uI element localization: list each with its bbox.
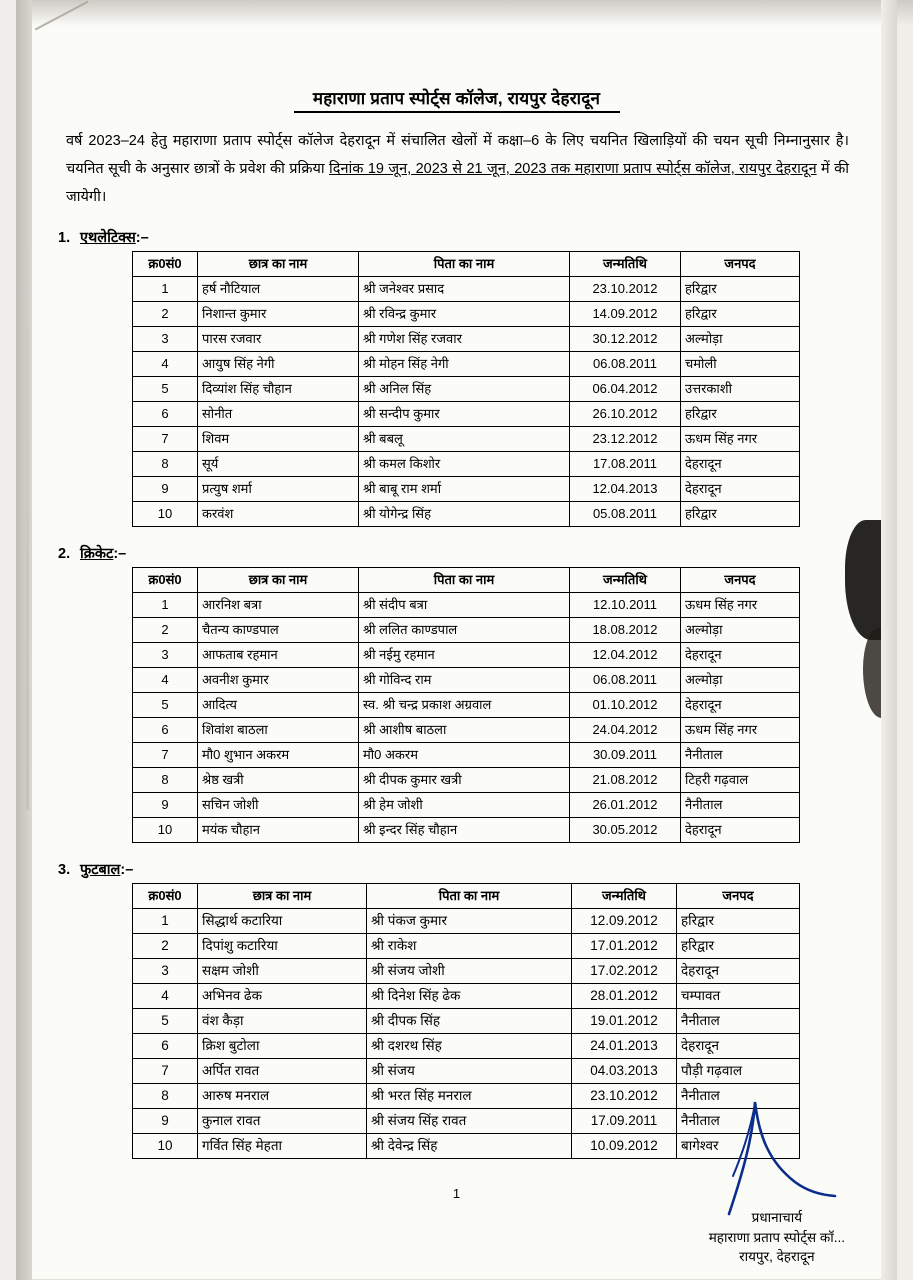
cell-father-name: मौ0 अकरम [359,743,570,768]
table-row [133,793,800,818]
column-header-dob: जन्मतिथि [570,252,681,277]
cell-dob: 10.09.2012 [572,1134,677,1159]
cell-sno: 3 [133,643,198,668]
page-number: 1 [452,1186,461,1201]
cell-district: नैनीताल [681,743,800,768]
cell-sno: 1 [133,277,198,302]
cell-district: पौड़ी गढ़वाल [677,1059,800,1084]
cell-student-name: आरनिश बत्रा [198,593,359,618]
cell-father-name: श्री गोविन्द राम [359,668,570,693]
cell-student-name: क्रिश बुटोला [198,1034,367,1059]
column-header-sno: क्र0सं0 [133,568,198,593]
cell-student-name: दिव्यांश सिंह चौहान [198,377,359,402]
table-row [133,402,800,427]
cell-sno: 8 [133,768,198,793]
table-row [133,984,800,1009]
cell-father-name: श्री दिनेश सिंह ढेक [367,984,572,1009]
cell-dob: 24.01.2013 [572,1034,677,1059]
cell-sno: 8 [133,1084,198,1109]
cell-father-name: श्री संजय [367,1059,572,1084]
column-header-father-name: पिता का नाम [359,252,570,277]
cell-father-name: श्री अनिल सिंह [359,377,570,402]
cell-student-name: आयुष सिंह नेगी [198,352,359,377]
cell-dob: 04.03.2013 [572,1059,677,1084]
cell-district: उत्तरकाशी [681,377,800,402]
cell-sno: 9 [133,477,198,502]
table-row [133,1084,800,1109]
section-number-3: 3. [58,862,71,879]
cell-student-name: आरुष मनराल [198,1084,367,1109]
table-row [133,377,800,402]
cell-dob: 24.04.2012 [570,718,681,743]
cell-father-name: श्री दशरथ सिंह [367,1034,572,1059]
cell-district: अल्मोड़ा [681,668,800,693]
cell-district: नैनीताल [677,1084,800,1109]
cell-district: नैनीताल [681,793,800,818]
section-heading-football [58,859,897,879]
column-header-dob: जन्मतिथि [572,884,677,909]
cell-student-name: सिद्धार्थ कटारिया [198,909,367,934]
cell-dob: 21.08.2012 [570,768,681,793]
table-row [133,768,800,793]
cell-dob: 23.10.2012 [572,1084,677,1109]
cell-father-name: श्री हेम जोशी [359,793,570,818]
cell-district: चम्पावत [677,984,800,1009]
cell-student-name: शिवांश बाठला [198,718,359,743]
cell-father-name: श्री गणेश सिंह रजवार [359,327,570,352]
cell-father-name: श्री बबलू [359,427,570,452]
cell-sno: 1 [133,909,198,934]
table-row [133,934,800,959]
cell-dob: 06.08.2011 [570,668,681,693]
cell-district: टिहरी गढ़वाल [681,768,800,793]
cell-dob: 17.08.2011 [570,452,681,477]
table-row [133,643,800,668]
title-underline [294,111,620,113]
cell-student-name: दिपांशु कटारिया [198,934,367,959]
cell-student-name: सक्षम जोशी [198,959,367,984]
section-suffix-2: :– [113,546,127,563]
cell-dob: 17.09.2011 [572,1109,677,1134]
signature-institution: महाराणा प्रताप स्पोर्ट्स कॉ... [708,1229,845,1245]
section-name-2: क्रिकेट [80,546,114,563]
cell-sno: 7 [133,427,198,452]
cell-dob: 12.09.2012 [572,909,677,934]
table-row [133,477,800,502]
cell-student-name: शिवम [198,427,359,452]
table-row [133,1134,800,1159]
page-title: महाराणा प्रताप स्पोर्ट्स कॉलेज, रायपुर देहरादून [312,89,601,108]
column-header-district: जनपद [681,568,800,593]
cell-dob: 01.10.2012 [570,693,681,718]
cell-student-name: सूर्य [198,452,359,477]
cell-dob: 18.08.2012 [570,618,681,643]
cell-dob: 28.01.2012 [572,984,677,1009]
cell-father-name: श्री राकेश [367,934,572,959]
cell-father-name: श्री भरत सिंह मनराल [367,1084,572,1109]
column-header-district: जनपद [681,252,800,277]
section-number-1: 1. [58,230,71,247]
cell-dob: 30.05.2012 [570,818,681,843]
cell-sno: 9 [133,1109,198,1134]
cell-student-name: आफताब रहमान [198,643,359,668]
cell-dob: 05.08.2011 [570,502,681,527]
cell-district: देहरादून [681,452,800,477]
table-row [133,1059,800,1084]
cell-sno: 2 [133,934,198,959]
cell-dob: 26.10.2012 [570,402,681,427]
cell-dob: 17.02.2012 [572,959,677,984]
table-header-row [133,252,800,277]
table-football [132,883,800,1159]
cell-dob: 06.04.2012 [570,377,681,402]
cell-sno: 6 [133,718,198,743]
intro-paragraph-part2: में की जायेगी। [66,160,849,206]
cell-sno: 4 [133,668,198,693]
cell-student-name: अभिनव ढेक [198,984,367,1009]
cell-student-name: मयंक चौहान [198,818,359,843]
table-row [133,668,800,693]
column-header-sno: क्र0सं0 [133,252,198,277]
cell-father-name: श्री देवेन्द्र सिंह [367,1134,572,1159]
cell-sno: 2 [133,302,198,327]
table-row [133,693,800,718]
cell-father-name: श्री दीपक सिंह [367,1009,572,1034]
cell-father-name: श्री नईमु रहमान [359,643,570,668]
table-row [133,352,800,377]
table-row [133,718,800,743]
cell-sno: 10 [133,1134,198,1159]
table-row [133,743,800,768]
cell-district: देहरादून [681,693,800,718]
cell-dob: 06.08.2011 [570,352,681,377]
table-row [133,909,800,934]
cell-district: नैनीताल [677,1109,800,1134]
cell-sno: 4 [133,352,198,377]
cell-sno: 5 [133,693,198,718]
section-suffix-3: :– [120,862,134,879]
cell-student-name: अवनीश कुमार [198,668,359,693]
cell-student-name: कुनाल रावत [198,1109,367,1134]
table-row [133,1109,800,1134]
cell-dob: 12.04.2013 [570,477,681,502]
table-row [133,302,800,327]
signature-designation: प्रधानाचार्य [751,1210,803,1225]
cell-dob: 12.04.2012 [570,643,681,668]
cell-district: देहरादून [677,959,800,984]
cell-student-name: अर्पित रावत [198,1059,367,1084]
cell-dob: 19.01.2012 [572,1009,677,1034]
cell-district: देहरादून [681,643,800,668]
column-header-student-name: छात्र का नाम [198,884,367,909]
cell-father-name: श्री मोहन सिंह नेगी [359,352,570,377]
cell-sno: 7 [133,743,198,768]
table-row [133,277,800,302]
cell-student-name: प्रत्युष शर्मा [198,477,359,502]
cell-district: बागेश्वर [677,1134,800,1159]
cell-sno: 5 [133,1009,198,1034]
cell-student-name: मौ0 शुभान अकरम [198,743,359,768]
section-suffix-1: :– [135,230,149,247]
cell-father-name: श्री सन्दीप कुमार [359,402,570,427]
cell-district: हरिद्वार [677,909,800,934]
scan-edge-right [881,0,897,1280]
section-heading-athletics [58,227,897,247]
cell-father-name: श्री योगेन्द्र सिंह [359,502,570,527]
cell-district: ऊधम सिंह नगर [681,593,800,618]
cell-student-name: गर्वित सिंह मेहता [198,1134,367,1159]
cell-dob: 17.01.2012 [572,934,677,959]
cell-student-name: सचिन जोशी [198,793,359,818]
cell-district: ऊधम सिंह नगर [681,427,800,452]
table-header-row [133,568,800,593]
cell-district: नैनीताल [677,1009,800,1034]
column-header-student-name: छात्र का नाम [198,252,359,277]
cell-district: अल्मोड़ा [681,327,800,352]
cell-sno: 3 [133,327,198,352]
cell-sno: 10 [133,502,198,527]
intro-paragraph [66,127,849,212]
cell-district: हरिद्वार [681,402,800,427]
intro-paragraph-part1: वर्ष 2023–24 हेतु महाराणा प्रताप स्पोर्ट्स कॉलेज देहरादून में संचालित खेलों में कक्षा–6 के लिए चयनित खिलाड़ियों की चयन सूची निम्नानुसार है। चयनित सूची के अनुसार छात्रों के प्रवेश की प्रक्रिया [66,132,849,177]
cell-district: हरिद्वार [681,277,800,302]
cell-dob: 23.12.2012 [570,427,681,452]
table-cricket [132,567,800,843]
cell-dob: 23.10.2012 [570,277,681,302]
cell-student-name: हर्ष नौटियाल [198,277,359,302]
cell-father-name: श्री जनेश्वर प्रसाद [359,277,570,302]
section-name-1: एथलेटिक्स [80,230,136,247]
table-row [133,502,800,527]
section-number-2: 2. [58,546,71,563]
column-header-dob: जन्मतिथि [570,568,681,593]
table-row [133,327,800,352]
cell-dob: 30.09.2011 [570,743,681,768]
cell-father-name: श्री पंकज कुमार [367,909,572,934]
cell-student-name: सोनीत [198,402,359,427]
cell-student-name: वंश कैड़ा [198,1009,367,1034]
document-content [16,0,897,1280]
table-header-row [133,884,800,909]
cell-district: हरिद्वार [681,502,800,527]
table-row [133,618,800,643]
cell-sno: 5 [133,377,198,402]
cell-district: देहरादून [677,1034,800,1059]
section-name-3: फुटबाल [80,862,121,879]
intro-paragraph-underlined: दिनांक 19 जून, 2023 से 21 जून, 2023 तक महाराणा प्रताप स्पोर्ट्स कॉलेज, रायपुर देहरादून [329,160,817,177]
table-row [133,593,800,618]
cell-student-name: चैतन्य काण्डपाल [198,618,359,643]
cell-dob: 12.10.2011 [570,593,681,618]
cell-district: अल्मोड़ा [681,618,800,643]
cell-sno: 6 [133,402,198,427]
cell-district: ऊधम सिंह नगर [681,718,800,743]
cell-student-name: निशान्त कुमार [198,302,359,327]
cell-district: हरिद्वार [681,302,800,327]
cell-father-name: श्री संदीप बत्रा [359,593,570,618]
cell-dob: 26.01.2012 [570,793,681,818]
cell-father-name: स्व. श्री चन्द्र प्रकाश अग्रवाल [359,693,570,718]
cell-sno: 8 [133,452,198,477]
cell-district: चमोली [681,352,800,377]
cell-sno: 4 [133,984,198,1009]
section-heading-cricket [58,543,897,563]
document-page [16,0,897,1280]
cell-student-name: करवंश [198,502,359,527]
cell-dob: 14.09.2012 [570,302,681,327]
column-header-sno: क्र0सं0 [133,884,198,909]
cell-sno: 10 [133,818,198,843]
cell-father-name: श्री ललित काण्डपाल [359,618,570,643]
column-header-student-name: छात्र का नाम [198,568,359,593]
cell-district: हरिद्वार [677,934,800,959]
cell-sno: 9 [133,793,198,818]
cell-father-name: श्री संजय जोशी [367,959,572,984]
table-row [133,1009,800,1034]
cell-father-name: श्री कमल किशोर [359,452,570,477]
cell-student-name: आदित्य [198,693,359,718]
cell-father-name: श्री इन्दर सिंह चौहान [359,818,570,843]
cell-district: देहरादून [681,477,800,502]
table-row [133,452,800,477]
column-header-father-name: पिता का नाम [359,568,570,593]
cell-father-name: श्री संजय सिंह रावत [367,1109,572,1134]
cell-father-name: श्री आशीष बाठला [359,718,570,743]
cell-father-name: श्री बाबू राम शर्मा [359,477,570,502]
signature-block [709,1208,845,1267]
cell-sno: 7 [133,1059,198,1084]
cell-sno: 6 [133,1034,198,1059]
cell-dob: 30.12.2012 [570,327,681,352]
cell-sno: 1 [133,593,198,618]
table-row [133,1034,800,1059]
cell-student-name: पारस रजवार [198,327,359,352]
column-header-father-name: पिता का नाम [367,884,572,909]
table-row [133,818,800,843]
cell-father-name: श्री दीपक कुमार खत्री [359,768,570,793]
table-athletics [132,251,800,527]
table-row [133,427,800,452]
table-row [133,959,800,984]
cell-sno: 2 [133,618,198,643]
signature-location: रायपुर, देहरादून [739,1249,815,1265]
cell-student-name: श्रेष्ठ खत्री [198,768,359,793]
column-header-district: जनपद [677,884,800,909]
cell-district: देहरादून [681,818,800,843]
cell-sno: 3 [133,959,198,984]
cell-father-name: श्री रविन्द्र कुमार [359,302,570,327]
